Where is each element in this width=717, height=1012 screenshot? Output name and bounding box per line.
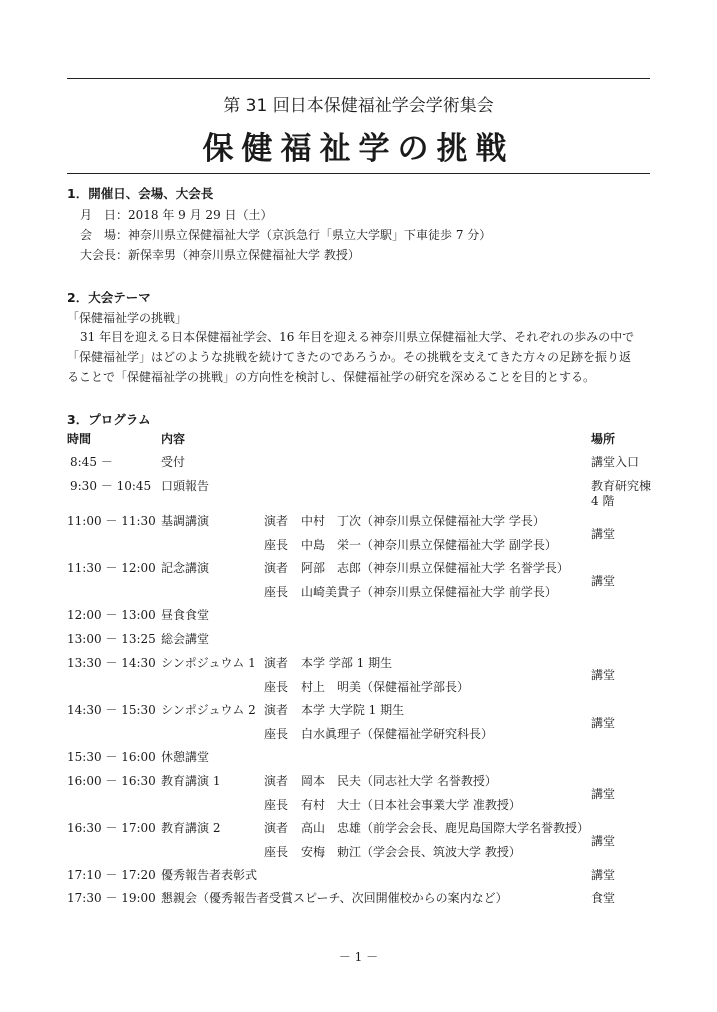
event-date: 月 日：2018 年 9 月 29 日（土）	[80, 208, 273, 222]
chair-role: 座長	[264, 538, 289, 552]
row-time: 14:30 － 15:30	[67, 703, 156, 717]
row-content: 昼食食堂	[161, 608, 210, 622]
chair-name: 村上 明美（保健福祉学部長）	[301, 680, 470, 694]
chair-name: 白水眞理子（保健福祉学研究科長）	[301, 727, 494, 741]
chair-name: 中島 栄一（神奈川県立保健福祉大学 副学長）	[301, 538, 557, 552]
section1-title: 1．開催日、会場、大会長	[67, 186, 214, 201]
row-place: 食堂	[591, 891, 616, 905]
row-content: シンポジュウム 2	[161, 703, 256, 717]
row-place: 講堂	[591, 668, 616, 682]
theme-body-2: 「保健福祉学」はどのような挑戦を続けてきたのであろうか。その挑戦を支えてきた方々の足跡を振り返	[67, 350, 632, 364]
header-content: 内容	[161, 432, 186, 446]
row-place: 講堂	[591, 716, 616, 730]
event-venue: 会 場：神奈川県立保健福祉大学（京浜急行「県立大学駅」下車徒歩 7 分）	[80, 228, 492, 242]
speaker-role: 演者	[264, 821, 289, 835]
conference-subtitle: 第 31 回日本保健福祉学会学術集会	[223, 96, 494, 116]
row-place: 講堂	[591, 868, 616, 882]
row-time: 17:30 － 19:00	[67, 891, 156, 905]
row-time: 9:30 － 10:45	[70, 479, 152, 493]
chair-role: 座長	[264, 845, 289, 859]
row-time: 16:30 － 17:00	[67, 821, 156, 835]
section3-title: 3．プログラム	[67, 412, 151, 427]
speaker-name: 岡本 民夫（同志社大学 名誉教授）	[301, 774, 497, 788]
chair-role: 座長	[264, 680, 289, 694]
title-bottom-rule	[67, 173, 650, 174]
chair-name: 有村 大士（日本社会事業大学 准教授）	[301, 798, 521, 812]
row-place: 教育研究棟	[591, 479, 652, 493]
top-rule	[67, 78, 650, 79]
row-content: 優秀報告者表彰式	[161, 868, 258, 882]
speaker-name: 中村 丁次（神奈川県立保健福祉大学 学長）	[301, 514, 545, 528]
row-place: 講堂	[591, 527, 616, 541]
row-content: 受付	[161, 455, 186, 469]
row-time: 15:30 － 16:00	[67, 750, 156, 764]
row-place: 講堂	[591, 787, 616, 801]
row-time: 8:45 －	[70, 455, 113, 469]
speaker-name: 阿部 志郎（神奈川県立保健福祉大学 名誉学長）	[301, 561, 569, 575]
row-content: シンポジュウム 1	[161, 656, 256, 670]
speaker-role: 演者	[264, 703, 289, 717]
row-place: 講堂	[591, 574, 616, 588]
chair-role: 座長	[264, 585, 289, 599]
speaker-name: 本学 学部 1 期生	[301, 656, 393, 670]
row-time: 17:10 － 17:20	[67, 868, 156, 882]
row-place: 講堂	[591, 834, 616, 848]
chair-role: 座長	[264, 798, 289, 812]
row-time: 12:00 － 13:00	[67, 608, 156, 622]
speaker-name: 本学 大学院 1 期生	[301, 703, 405, 717]
row-time: 11:00 － 11:30	[67, 514, 156, 528]
row-place-floor: 4 階	[591, 494, 615, 508]
theme-body-3: ることで「保健福祉学の挑戦」の方向性を検討し、保健福祉学の研究を深めることを目的とする。	[67, 370, 596, 384]
event-president: 大会長：新保幸男（神奈川県立保健福祉大学 教授）	[80, 248, 360, 262]
speaker-role: 演者	[264, 561, 289, 575]
conference-title: 保健福祉学の挑戦	[202, 131, 515, 167]
header-time: 時間	[67, 432, 92, 446]
row-content: 口頭報告	[161, 479, 210, 493]
speaker-role: 演者	[264, 656, 289, 670]
row-content: 記念講演	[161, 561, 210, 575]
header-place: 場所	[591, 432, 616, 446]
section2-title: 2．大会テーマ	[67, 290, 151, 305]
row-time: 13:00 － 13:25	[67, 632, 156, 646]
chair-name: 山崎美貴子（神奈川県立保健福祉大学 前学長）	[301, 585, 557, 599]
speaker-role: 演者	[264, 514, 289, 528]
theme-body-1: 31 年目を迎える日本保健福祉学会、16 年目を迎える神奈川県立保健福祉大学、それぞれの歩みの中で	[80, 330, 635, 344]
theme-name: 「保健福祉学の挑戦」	[67, 311, 188, 325]
row-content: 教育講演 1	[161, 774, 221, 788]
row-content: 基調講演	[161, 514, 210, 528]
speaker-role: 演者	[264, 774, 289, 788]
chair-role: 座長	[264, 727, 289, 741]
row-content: 懇親会（優秀報告者受賞スピーチ、次回開催校からの案内など）	[161, 891, 508, 905]
row-time: 16:00 － 16:30	[67, 774, 156, 788]
row-place: 講堂入口	[591, 455, 640, 469]
row-content: 教育講演 2	[161, 821, 221, 835]
speaker-name: 高山 忠雄（前学会会長、鹿児島国際大学名誉教授）	[301, 821, 590, 835]
row-content: 休憩講堂	[161, 750, 210, 764]
page-number: － 1 －	[338, 950, 379, 964]
row-time: 11:30 － 12:00	[67, 561, 156, 575]
chair-name: 安梅 勅江（学会会長、筑波大学 教授）	[301, 845, 521, 859]
row-time: 13:30 － 14:30	[67, 656, 156, 670]
row-content: 総会講堂	[161, 632, 210, 646]
